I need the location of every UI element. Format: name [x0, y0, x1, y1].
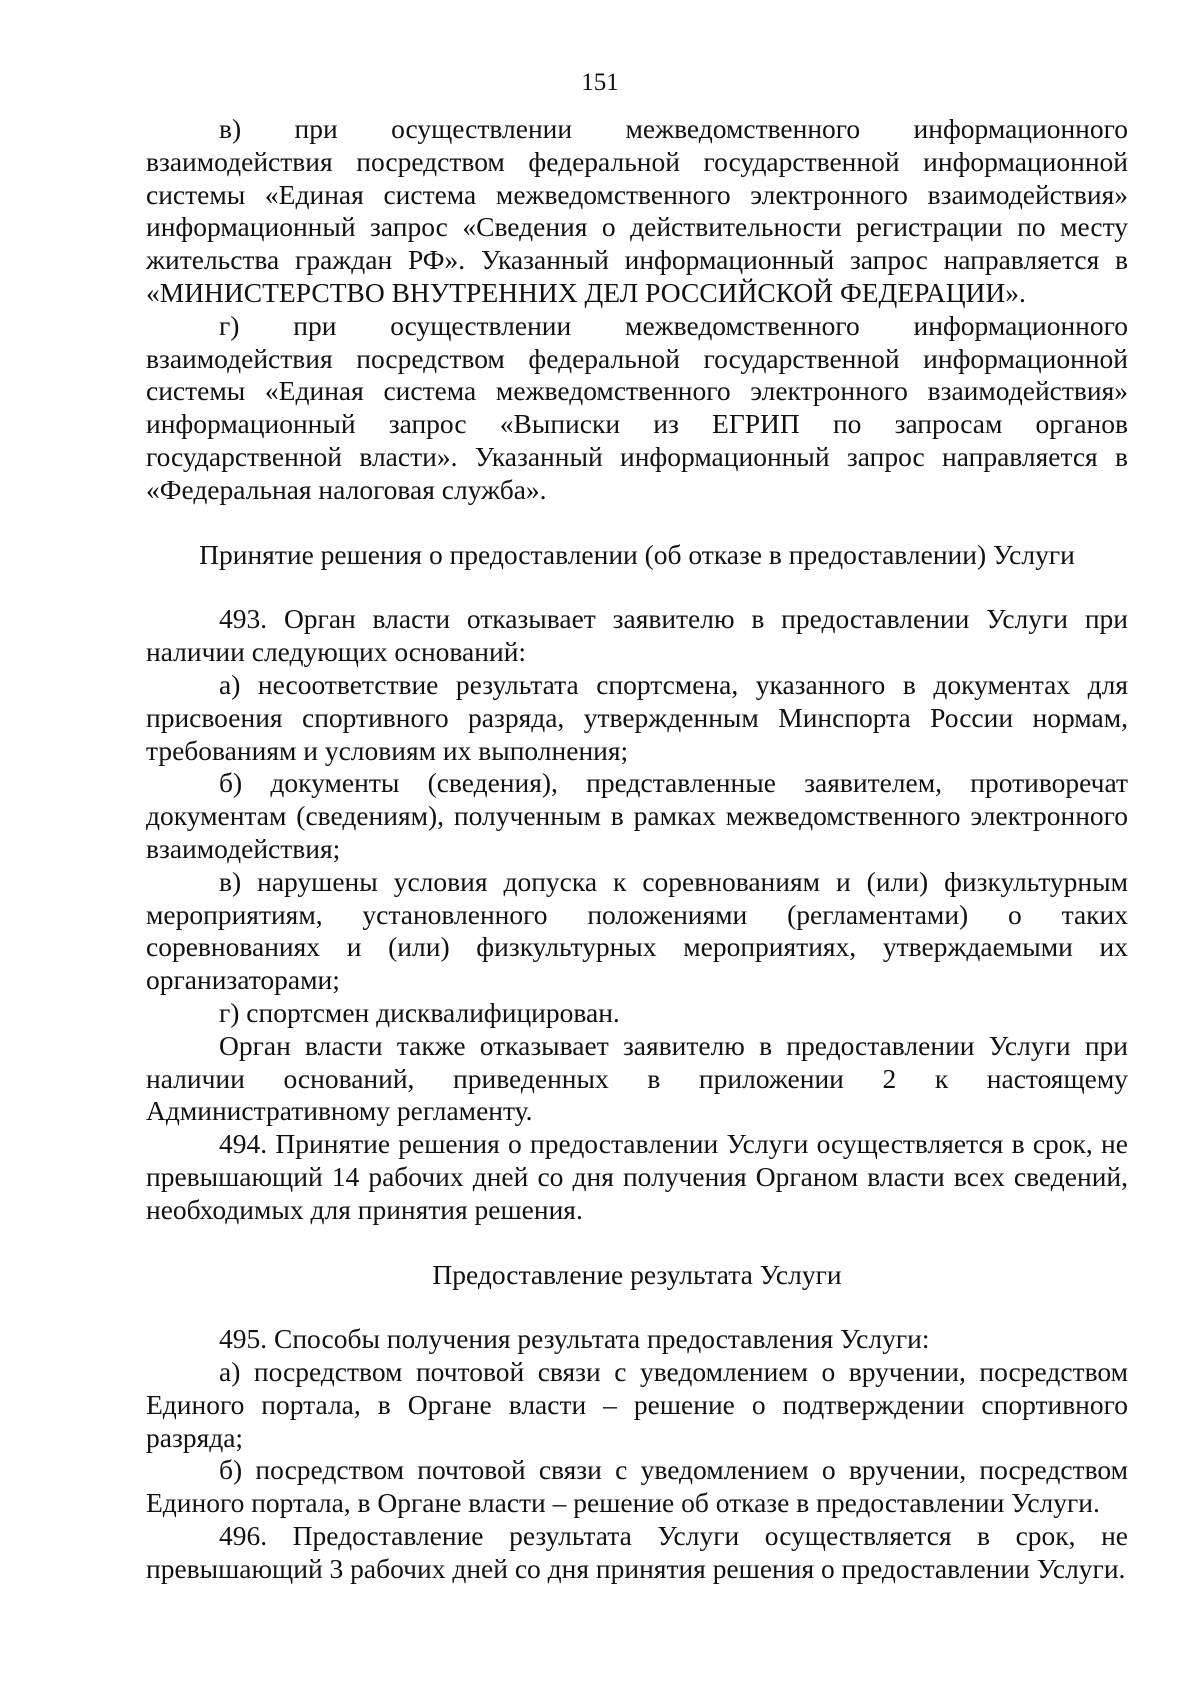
paragraph-v-mvd-request: в) при осуществлении межведомственного информационного взаимодействия посредством федеральной государственной информационной системы «Единая система межведомственного электронного взаимодействия» информационный запрос «Сведения о действительности регистрации по месту жительства граждан РФ». Указанный информационный запрос направляется в «МИНИСТЕРСТВО ВНУТРЕННИХ ДЕЛ РОССИЙСКОЙ ФЕДЕРАЦИИ».: [146, 113, 1128, 308]
section-heading-result: Предоставление результата Услуги: [432, 1258, 842, 1290]
paragraph-493-additional: Орган власти также отказывает заявителю в предоставлении Услуги при наличии оснований, приведенных в приложении 2 к настоящему Административному регламенту.: [146, 1029, 1128, 1127]
paragraph-496: 496. Предоставление результата Услуги осуществляется в срок, не превышающий 3 рабочих дней со дня принятия решения о предоставлении Услуги.: [146, 1520, 1128, 1584]
paragraph-494: 494. Принятие решения о предоставлении Услуги осуществляется в срок, не превышающий 14 рабочих дней со дня получения Органом власти всех сведений, необходимых для принятия решения.: [146, 1128, 1128, 1225]
paragraph-495-b: б) посредством почтовой связи с уведомлением о вручении, посредством Единого портала, в Органе власти – решение об отказе в предоставлении Услуги.: [146, 1454, 1128, 1519]
document-body: [146, 113, 1128, 1586]
paragraph-493: 493. Орган власти отказывает заявителю в предоставлении Услуги при наличии следующих оснований:: [146, 603, 1128, 668]
page-number: 151: [581, 69, 619, 96]
paragraph-493-v: в) нарушены условия допуска к соревнованиям и (или) физкультурным мероприятиям, установленного положениями (регламентами) о таких соревнованиях и (или) физкультурных мероприятиях, утверждаемыми их организаторами;: [146, 865, 1128, 996]
paragraph-g-fns-request: г) при осуществлении межведомственного информационного взаимодействия посредством федеральной государственной информационной системы «Единая система межведомственного электронного взаимодействия» информационный запрос «Выписки из ЕГРИП по запросам органов государственной власти». Указанный информационный запрос направляется в «Федеральная налоговая служба».: [146, 309, 1128, 505]
paragraph-495: 495. Способы получения результата предоставления Услуги:: [219, 1323, 930, 1355]
paragraph-493-g: г) спортсмен дисквалифицирован.: [219, 996, 620, 1028]
section-heading-decision: Принятие решения о предоставлении (об отказе в предоставлении) Услуги: [199, 538, 1075, 570]
paragraph-493-b: б) документы (сведения), представленные заявителем, противоречат документам (сведениям), полученным в рамках межведомственного электронного взаимодействия;: [146, 767, 1128, 864]
paragraph-493-a: а) несоответствие результата спортсмена, указанного в документах для присвоения спортивного разряда, утвержденным Минспорта России нормам, требованиям и условиям их выполнения;: [146, 668, 1128, 766]
paragraph-495-a: а) посредством почтовой связи с уведомлением о вручении, посредством Единого портала, в Органе власти – решение о подтверждении спортивного разряда;: [146, 1356, 1128, 1453]
